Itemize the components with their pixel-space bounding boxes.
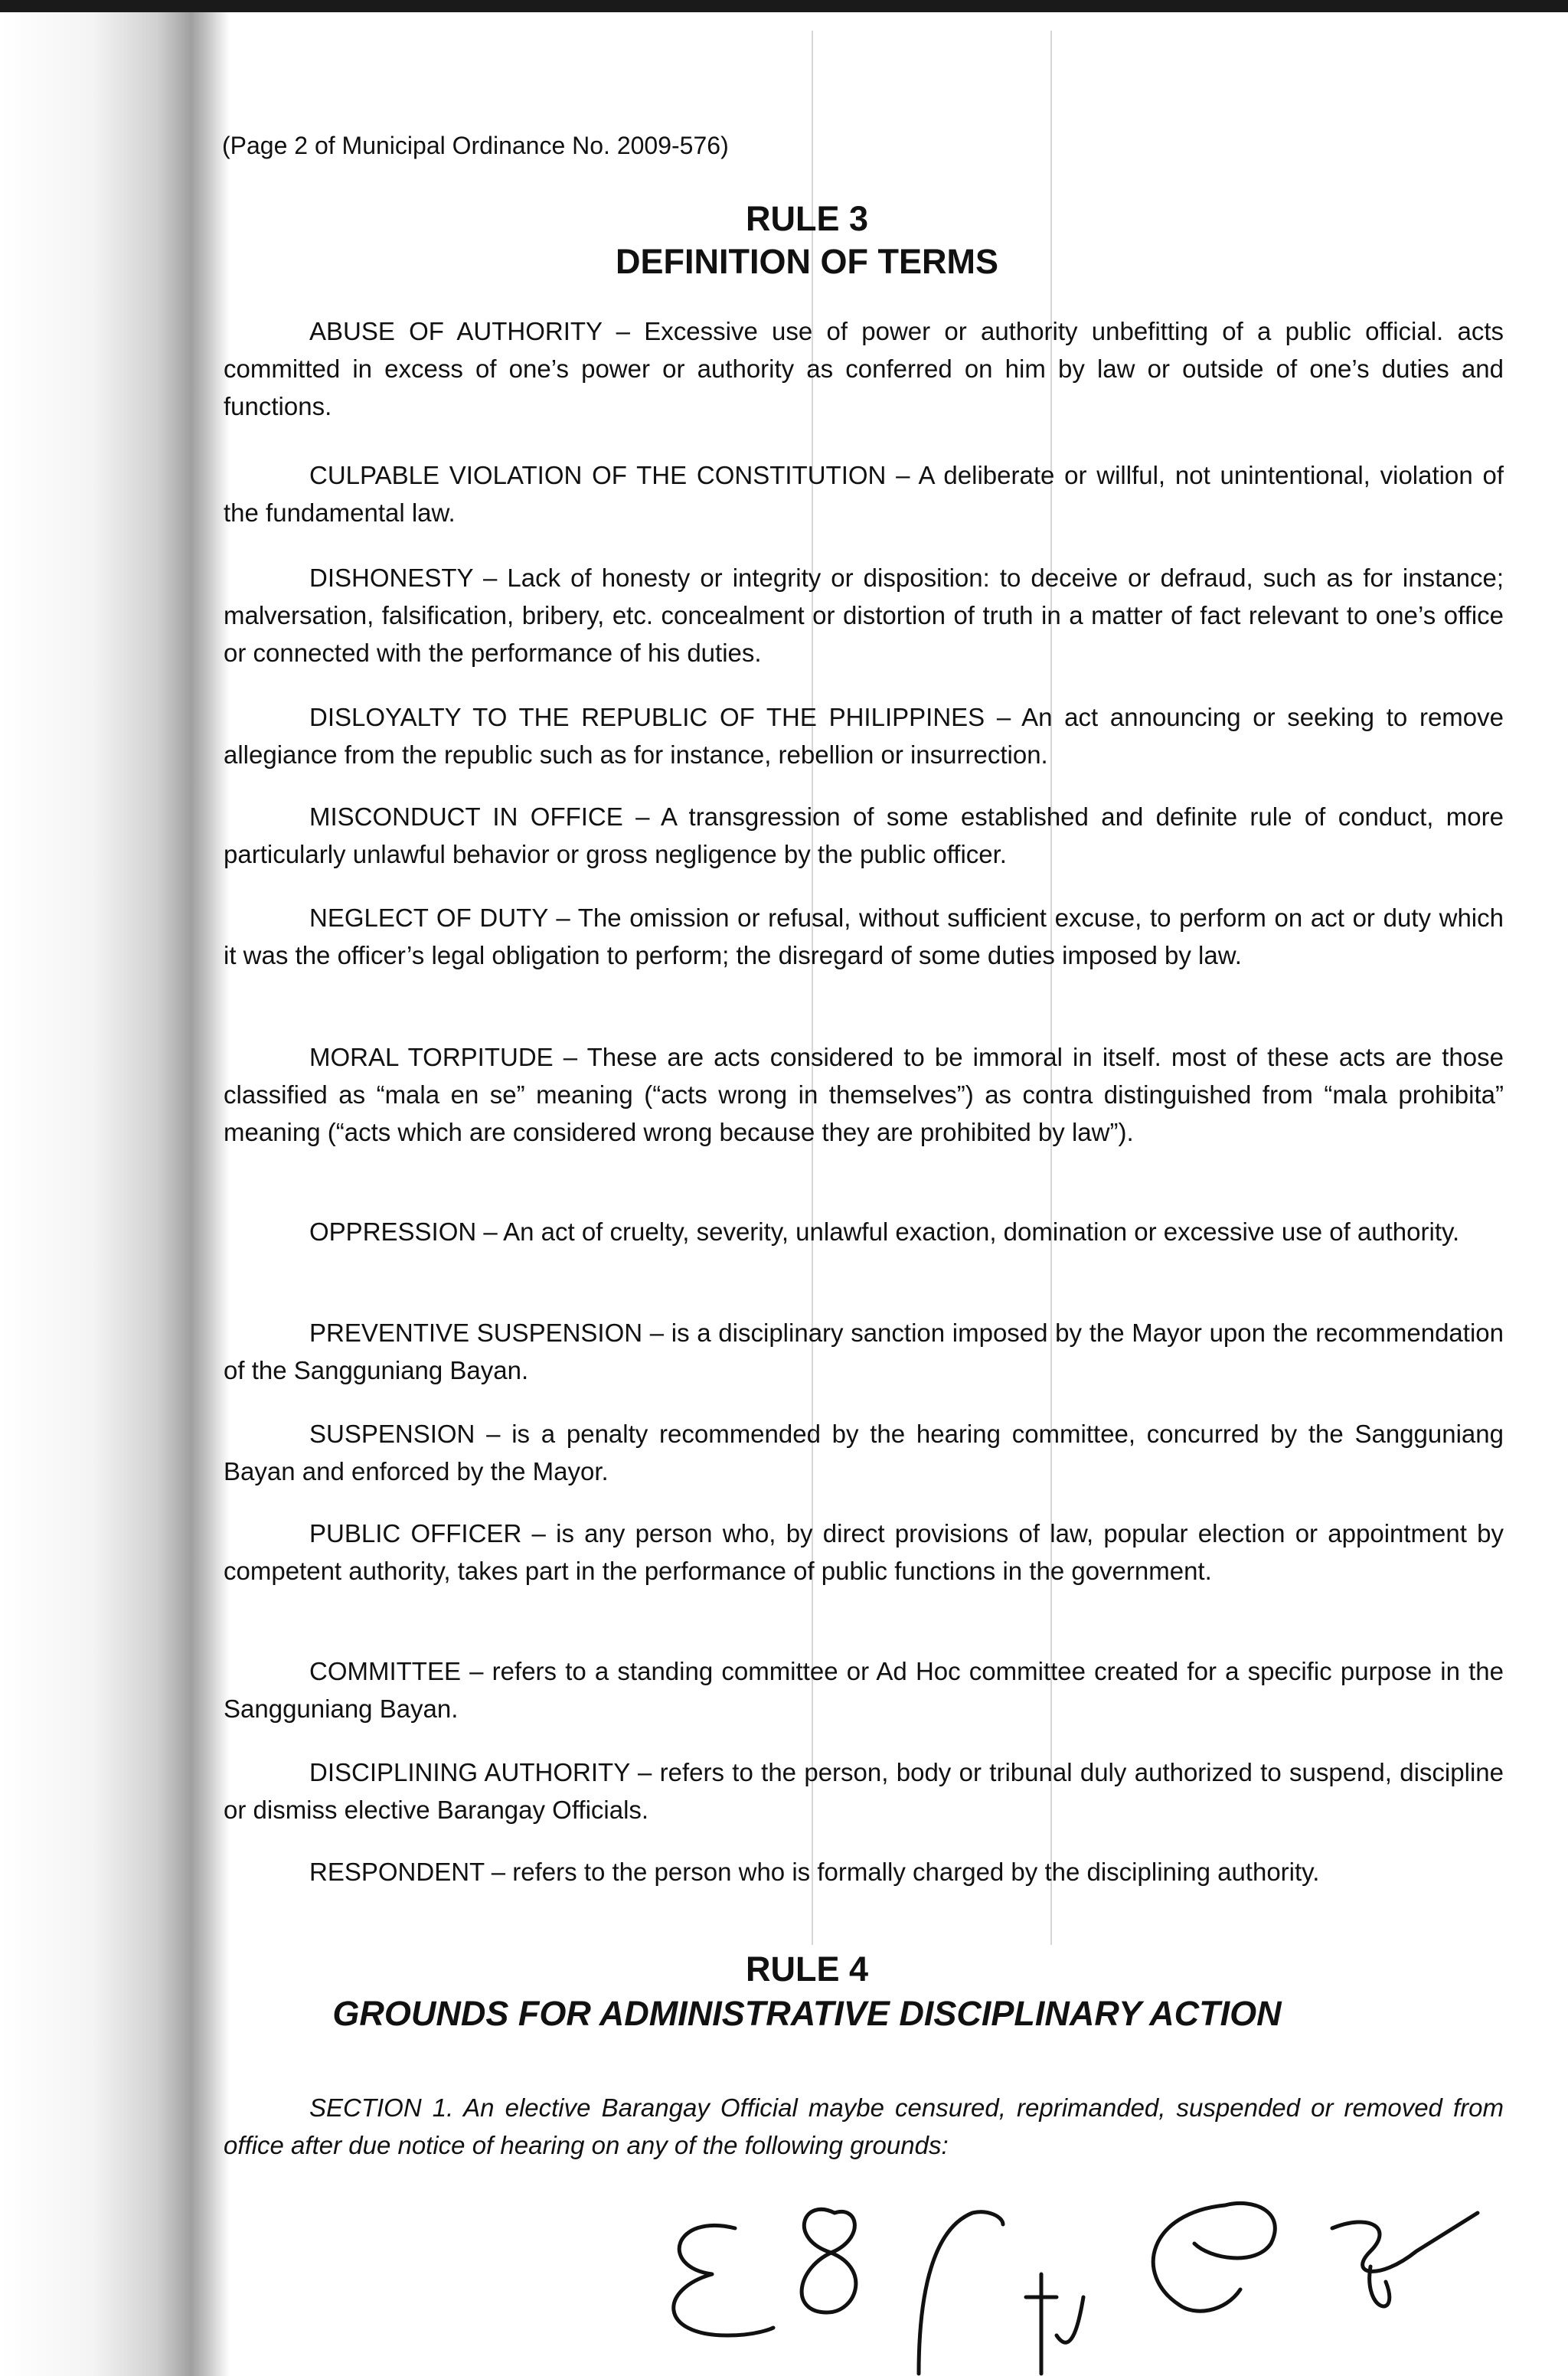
definition-text: – An act announcing or seeking to remove allegiance from the republic such as for instance, rebellion or insurrection. xyxy=(224,703,1504,769)
page-header: (Page 2 of Municipal Ordinance No. 2009-576) xyxy=(222,132,729,159)
initial-mark xyxy=(1332,2213,1478,2306)
definition-abuse-of-authority xyxy=(224,312,1504,425)
definition-term: RESPONDENT xyxy=(309,1858,485,1886)
rule-4-title: GROUNDS FOR ADMINISTRATIVE DISCIPLINARY ACTION xyxy=(332,1994,1282,2033)
definition-oppression xyxy=(224,1213,1504,1250)
definition-misconduct-in-office xyxy=(224,798,1504,873)
definition-text: – refers to the person who is formally charged by the disciplining authority. xyxy=(484,1858,1320,1886)
definition-suspension xyxy=(224,1415,1504,1490)
definition-term: OPPRESSION xyxy=(309,1217,477,1246)
definition-preventive-suspension xyxy=(224,1314,1504,1389)
definition-text: – The omission or refusal, without sufficient excuse, to perform on act or duty which it was the officer’s legal obligation to perform; the disregard of some duties imposed by law. xyxy=(224,904,1504,969)
definition-term: ABUSE OF AUTHORITY xyxy=(309,317,603,345)
definition-text: – A deliberate or willful, not unintentional, violation of the fundamental law. xyxy=(224,461,1504,527)
definition-term: DISCIPLINING AUTHORITY xyxy=(309,1758,630,1786)
definition-term: DISLOYALTY TO THE REPUBLIC OF THE PHILIPPINES xyxy=(309,703,985,731)
definition-moral-torpitude xyxy=(224,1038,1504,1151)
definition-term: MISCONDUCT IN OFFICE xyxy=(309,802,623,831)
definition-text: – is a disciplinary sanction imposed by the Mayor upon the recommendation of the Sangguniang Bayan. xyxy=(224,1319,1504,1384)
definition-public-officer xyxy=(224,1515,1504,1590)
definition-term: NEGLECT OF DUTY xyxy=(309,904,548,932)
definition-term: SUSPENSION xyxy=(309,1420,475,1448)
definition-term: PREVENTIVE SUSPENSION xyxy=(309,1319,643,1347)
definition-text: – is any person who, by direct provisions of law, popular election or appointment by competent authority, takes part in the performance of public functions in the government. xyxy=(224,1519,1504,1585)
initial-mark xyxy=(919,2212,1003,2374)
definition-term: PUBLIC OFFICER xyxy=(309,1519,522,1548)
initial-mark xyxy=(1153,2203,1275,2311)
definition-neglect-of-duty xyxy=(224,899,1504,974)
section-1-text: An elective Barangay Official maybe censured, reprimanded, suspended or removed from office after due notice of hearing on any of the following grounds: xyxy=(224,2093,1504,2159)
definition-text: – Excessive use of power or authority unbefitting of a public official. acts committed in excess of one’s power or authority as conferred on him by law or outside of one’s duties and functions. xyxy=(224,317,1504,420)
definition-text: – refers to the person, body or tribunal duly authorized to suspend, discipline or dismiss elective Barangay Officials. xyxy=(224,1758,1504,1824)
definition-committee xyxy=(224,1652,1504,1727)
handwritten-initials xyxy=(643,2182,1547,2376)
rule-3-label: RULE 3 xyxy=(745,199,869,238)
definition-text: – refers to a standing committee or Ad Hoc committee created for a specific purpose in the Sangguniang Bayan. xyxy=(224,1657,1504,1723)
rule-3-title: DEFINITION OF TERMS xyxy=(616,242,998,281)
initial-mark xyxy=(674,2225,773,2335)
definition-term: MORAL TORPITUDE xyxy=(309,1043,554,1071)
definition-text: – These are acts considered to be immoral in itself. most of these acts are those classified as “mala en se” meaning (“acts wrong in themselves”) as contra distinguished from “mala prohibita” meaning (“acts which are considered wrong because they are prohibited by law”). xyxy=(224,1043,1504,1146)
definition-text: – An act of cruelty, severity, unlawful exaction, domination or excessive use of authority. xyxy=(476,1217,1460,1246)
definition-text: – Lack of honesty or integrity or disposition: to deceive or defraud, such as for instance; malversation, falsification, bribery, etc. concealment or distortion of truth in a matter of fact relevant to one’s office or connected with the performance of his duties. xyxy=(224,564,1504,667)
initial-mark xyxy=(1026,2274,1083,2374)
definition-dishonesty xyxy=(224,559,1504,672)
definition-disloyalty xyxy=(224,698,1504,773)
definition-term: COMMITTEE xyxy=(309,1657,461,1685)
definition-term: CULPABLE VIOLATION OF THE CONSTITUTION xyxy=(309,461,887,489)
definition-text: – A transgression of some established and definite rule of conduct, more particularly unlawful behavior or gross negligence by the public officer. xyxy=(224,802,1504,868)
section-1-paragraph xyxy=(224,2089,1504,2164)
definition-respondent xyxy=(224,1853,1504,1891)
section-1-label: SECTION 1. xyxy=(309,2093,454,2122)
definition-disciplining-authority xyxy=(224,1753,1504,1829)
rule-4-label: RULE 4 xyxy=(745,1949,869,1989)
definition-text: – is a penalty recommended by the hearing committee, concurred by the Sangguniang Bayan and enforced by the Mayor. xyxy=(224,1420,1504,1485)
initial-mark xyxy=(802,2209,856,2312)
definition-culpable-violation xyxy=(224,456,1504,531)
definition-term: DISHONESTY xyxy=(309,564,473,592)
